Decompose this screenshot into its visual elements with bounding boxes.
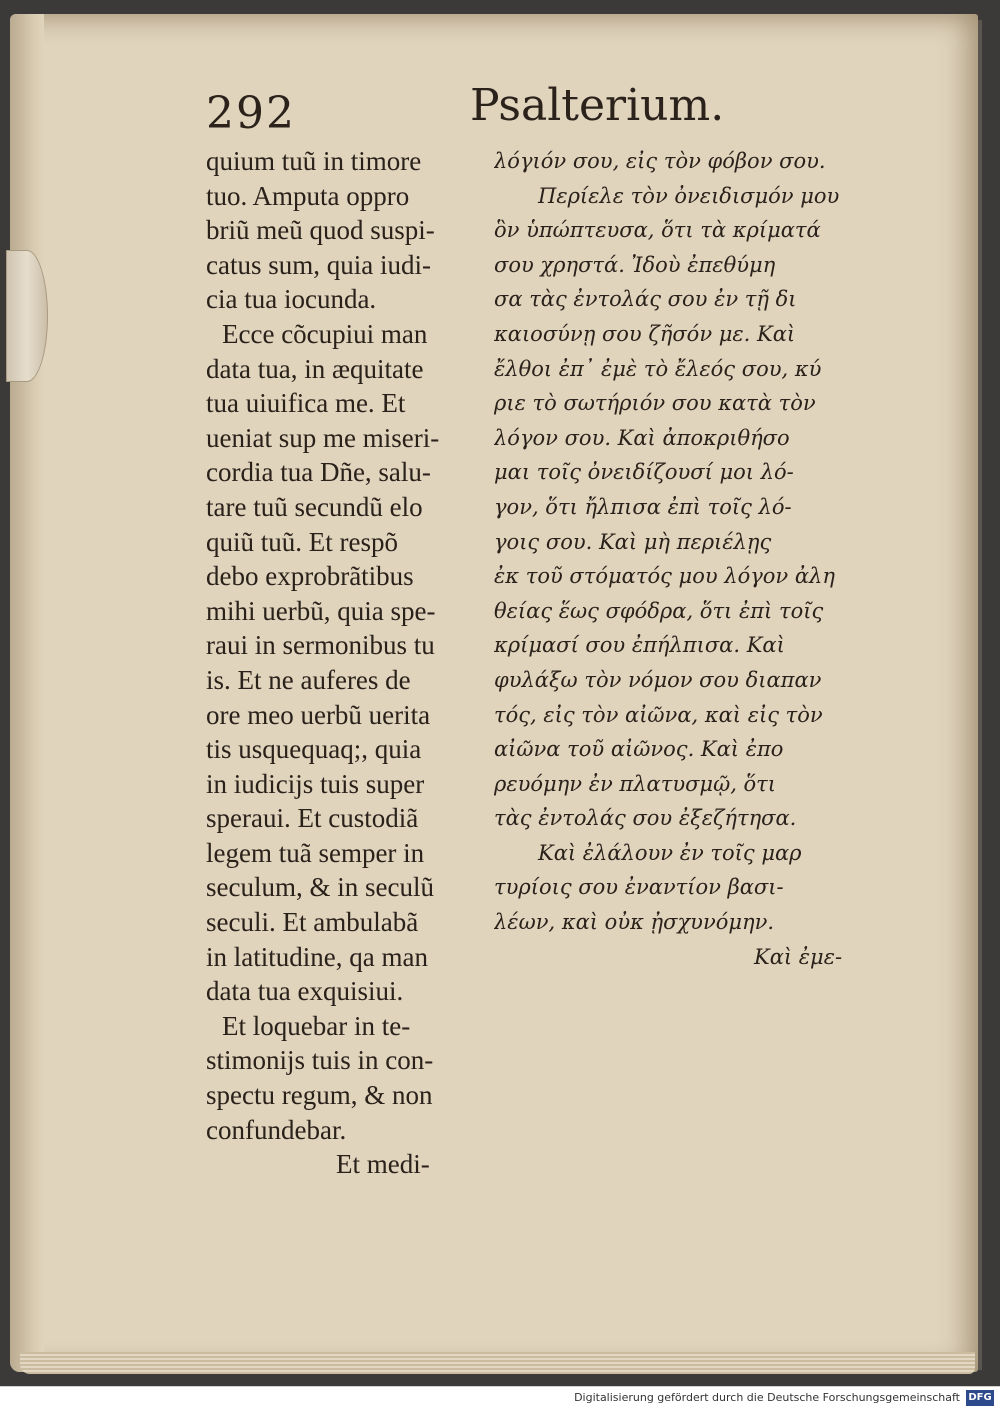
text-line: ὃν ὑπώπτευσα, ὅτι τὰ κρίματά [494,218,821,243]
text-line: speraui. Et custodiã [206,803,419,834]
dfg-logo: DFG [966,1390,994,1406]
text-line: ρευόμην ἐν πλατυσμῷ, ὅτι [494,771,777,796]
text-line: ριε τὸ σωτήριόν σου κατὰ τὸν [494,391,816,416]
footer-bar [0,1386,1000,1411]
text-line: briũ meũ quod suspi- [206,215,435,246]
latin-column [206,144,482,1182]
text-line: legem tuã semper in [206,837,425,868]
text-line: ueniat sup me miseri- [206,422,440,453]
text-line: Et loquebar in te- [222,1010,411,1041]
text-line: τός, εἰς τὸν αἰῶνα, καὶ εἰς τὸν [494,702,823,727]
text-line: data tua, in æquitate [206,353,424,384]
funding-credit: Digitalisierung gefördert durch die Deutsche Forschungsgemeinschaft [574,1391,960,1404]
text-line: tua uiuifica me. Et [206,388,406,419]
text-line: debo exprobrãtibus [206,561,414,592]
text-line: tare tuũ secundũ elo [206,491,423,522]
text-line: αἰῶνα τοῦ αἰῶνος. Καὶ ἐπο [494,737,784,762]
text-line: κρίμασί σου ἐπήλπισα. Καὶ [494,633,785,658]
text-line: data tua exquisiui. [206,976,404,1007]
page-number: 292 [206,88,296,139]
text-line: τυρίοις σου ἐναντίον βασι- [494,875,784,900]
text-line: σα τὰς ἐντολάς σου ἐν τῇ δι [494,287,797,312]
text-line: ore meo uerbũ uerita [206,699,431,730]
page-gutter [10,14,44,1372]
text-line: catus sum, quia iudi- [206,249,431,280]
text-line: tis usquequaq;, quia [206,734,422,765]
text-line: raui in sermonibus tu [206,630,435,661]
text-line: mihi uerbũ, quia spe- [206,595,436,626]
page-stack-edge [20,1352,975,1374]
text-line: cia tua iocunda. [206,284,377,315]
text-line: λόγιόν σου, εἰς τὸν φόβον σου. [494,149,826,173]
text-line: tuo. Amputa oppro [206,180,410,211]
text-line: καιοσύνῃ σου ζῆσόν με. Καὶ [494,321,796,346]
text-line: quiũ tuũ. Et respõ [206,526,398,557]
text-line: seculi. Et ambulabã [206,907,419,938]
page-tab-marker [6,250,48,382]
text-line: cordia tua Dñe, salu- [206,457,431,488]
text-line: φυλάξω τὸν νόμον σου διαπαν [494,667,822,692]
text-line: τὰς ἐντολάς σου ἐξεζήτησα. [494,806,797,831]
text-line: γον, ὅτι ἤλπισα ἐπὶ τοῖς λό- [494,494,792,519]
text-line: θείας ἕως σφόδρα, ὅτι ἐπὶ τοῖς [494,598,824,623]
text-line: Ecce cõcupiui man [222,318,428,349]
text-line: Περίελε τὸν ὀνειδισμόν μου [538,183,840,208]
text-line: quium tuũ in timore [206,146,422,176]
text-line: Καὶ ἐλάλουν ἐν τοῖς μαρ [538,840,802,865]
text-line: seculum, & in seculũ [206,872,434,903]
text-line: confundebar. [206,1114,347,1145]
text-line: γοις σου. Καὶ μὴ περιέλῃς [494,529,772,554]
text-line: Et medi- [336,1149,430,1180]
text-line: in latitudine, qa man [206,941,428,972]
text-line: ἐκ τοῦ στόματός μου λόγον ἀλη [494,564,835,589]
text-line: stimonijs tuis in con- [206,1045,434,1076]
text-line: Καὶ ἐμε- [754,944,843,969]
text-line: spectu regum, & non [206,1080,433,1111]
running-title: Psalterium. [470,80,725,131]
text-line: μαι τοῖς ὀνειδίζουσί μοι λό- [494,460,794,485]
text-line: ἔλθοι ἐπ᾽ ἐμὲ τὸ ἔλεός σου, κύ [494,356,822,381]
text-line: is. Et ne auferes de [206,664,411,695]
text-line: σου χρηστά. Ἰδοὺ ἐπεθύμη [494,252,776,277]
text-line: λόγον σου. Καὶ ἀποκριθήσο [494,425,790,450]
text-line: in iudicijs tuis super [206,768,425,799]
text-line: λέων, καὶ οὐκ ᾐσχυνόμην. [494,910,775,935]
greek-column [494,144,906,974]
